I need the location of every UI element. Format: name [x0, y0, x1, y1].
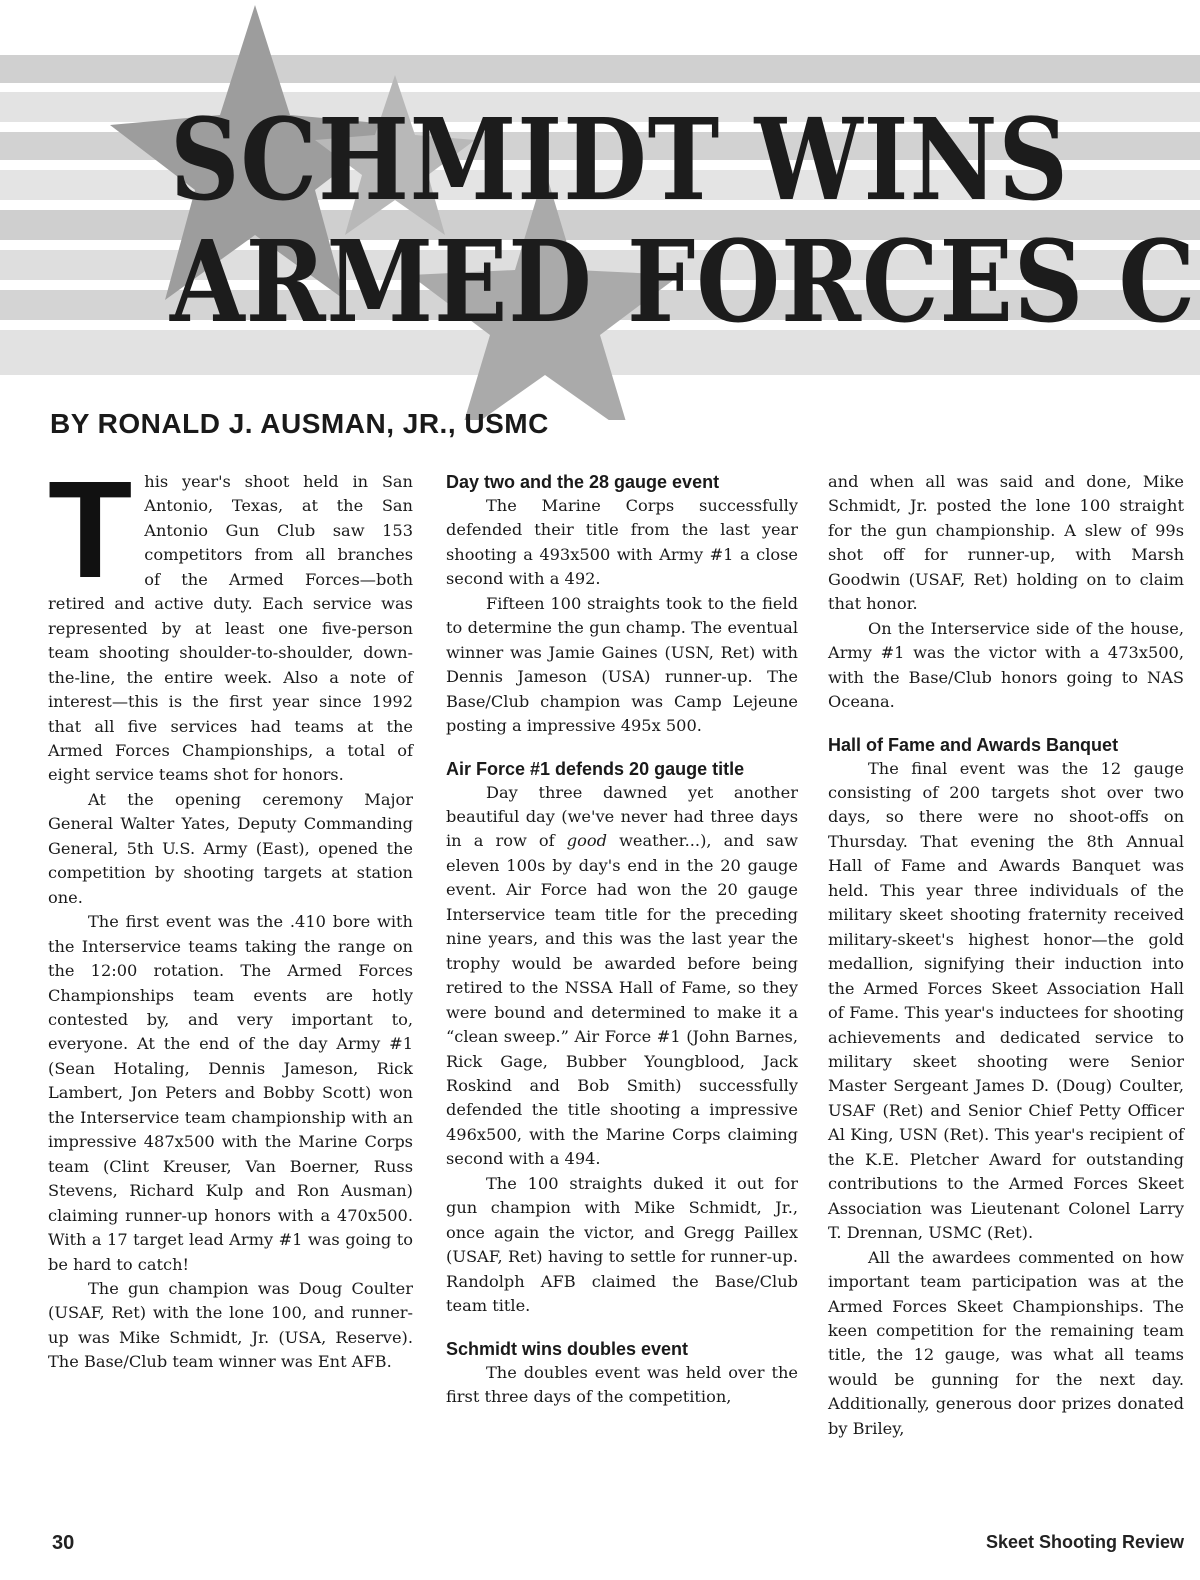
- subheading-hall-of-fame: Hall of Fame and Awards Banquet: [828, 734, 1119, 755]
- subheading-air-force: Air Force #1 defends 20 gauge title: [446, 758, 745, 779]
- subheading-doubles: Schmidt wins doubles event: [446, 1338, 689, 1359]
- article-paragraph: [446, 781, 798, 1172]
- headline-line-2: ARMED FORCES C: [170, 217, 1197, 348]
- emphasis-text: good: [566, 831, 607, 851]
- article-paragraph: and when all was said and done, Mike Schmidt, Jr. posted the lone 100 straight for the gun championship. A slew of 99s shot off for runner-up, with Marsh Goodwin (USAF, Ret) holding on to claim that honor.: [828, 472, 1184, 614]
- byline: BY RONALD J. AUSMAN, JR., USMC: [50, 408, 549, 439]
- paragraph-text: Day three dawned yet another beautiful day (we've never had three days in a row of: [446, 782, 798, 851]
- header-banner: [0, 0, 1200, 420]
- article-paragraph: The first event was the .410 bore with the Interservice teams taking the range on the 12:00 rotation. The Armed Forces Championships team events are hotly contested by, and very important to, everyone. At the end of the day Army #1 (Sean Hotaling, Dennis Jameson, Rick Lambert, Jon Peters and Bobby Scott) won the Interservice team championship with an impressive 487x500 with the Marine Corps team (Clint Kreuser, Van Boerner, Russ Stevens, Richard Kulp and Ron Ausman) claiming runner-up honors with a 470x500. With a 17 target lead Army #1 was going to be hard to catch!: [48, 912, 413, 1274]
- article-paragraph: The gun champion was Doug Coulter (USAF, Ret) with the lone 100, and runner-up was Mike Schmidt, Jr. (USA, Reserve). The Base/Club team winner was Ent AFB.: [48, 1278, 413, 1372]
- subheading-day-two: Day two and the 28 gauge event: [446, 472, 720, 492]
- article-column-3: [828, 470, 1184, 1441]
- article-paragraph: Fifteen 100 straights took to the field to determine the gun champ. The eventual winner was Jamie Gaines (USN, Ret) with Dennis Jameson (USA) runner-up. The Base/Club champion was Camp Lejeune posting a impressive 495x 500.: [446, 593, 798, 736]
- paragraph-text: his year's shoot held in San Antonio, Texas, at the San Antonio Gun Club saw 153 competitors from all branches of the Armed Forces—both retired and active duty. Each service was represented by at least one five-person team shooting shoulder-to-shoulder, down-the-line, the entire week. Also a note of interest—this is the first year since 1992 that all five services had teams at the Armed Forces Championships, a total of eight service teams shot for honors.: [48, 472, 413, 785]
- article-column-2: [446, 470, 798, 1409]
- article-paragraph: All the awardees commented on how important team participation was at the Armed Forces Skeet Championships. The keen competition for the remaining team title, the 12 gauge, was what all teams would be gunning for the next day. Additionally, generous door prizes donated by Briley,: [828, 1247, 1184, 1438]
- headline-line-1: SCHMIDT WINS: [170, 95, 1069, 226]
- article-paragraph: On the Interservice side of the house, Army #1 was the victor with a 473x500, with the Base/Club honors going to NAS Oceana.: [828, 618, 1184, 712]
- paragraph-text: weather...), and saw eleven 100s by day's end in the 20 gauge event. Air Force had won the 20 gauge Interservice team title for the preceding nine years, and this was the last year the trophy would be awarded before being retired to the NSSA Hall of Fame, so they were bound and determined to make it a “clean sweep.” Air Force #1 (John Barnes, Rick Gage, Bubber Youngblood, Jack Roskind and Bob Smith) successfully defended the title shooting a impressive 496x500, with the Marine Corps claiming second with a 494.: [446, 831, 798, 1169]
- article-paragraph: The final event was the 12 gauge consisting of 200 targets shot over two days, so there were no shoot-offs on Thursday. That evening the 8th Annual Hall of Fame and Awards Banquet was held. This year three individuals of the military skeet shooting fraternity received military-skeet's highest honor—the gold medallion, signifying their induction into the Armed Forces Skeet Association Hall of Fame. This year's inductees for shooting achievements and dedicated service to military skeet shooting were Senior Master Sergeant James D. (Doug) Coulter, USAF (Ret) and Senior Chief Petty Officer Al King, USN (Ret). This year's recipient of the K.E. Pletcher Award for outstanding contributions to the Armed Forces Skeet Association was Lieutenant Colonel Larry T. Drennan, USMC (Ret).: [828, 758, 1184, 1243]
- article-paragraph: The doubles event was held over the first three days of the competition,: [446, 1362, 798, 1406]
- article-paragraph: The Marine Corps successfully defended their title from the last year shooting a 493x500 with Army #1 a close second with a 492.: [446, 496, 798, 589]
- article-paragraph: At the opening ceremony Major General Walter Yates, Deputy Commanding General, 5th U.S. Army (East), opened the competition by shooting targets at station one.: [48, 789, 413, 907]
- article-paragraph: The 100 straights duked it out for gun champion with Mike Schmidt, Jr., once again the victor, and Gregg Paillex (USAF, Ret) having to settle for runner-up. Randolph AFB claimed the Base/Club team title.: [446, 1173, 798, 1316]
- headline: [170, 95, 1197, 348]
- publication-name: Skeet Shooting Review: [985, 1532, 1184, 1552]
- page-number: 30: [52, 1532, 75, 1554]
- article-column-1: [48, 453, 413, 1375]
- drop-cap: T: [48, 453, 133, 607]
- article-paragraph: [48, 453, 413, 788]
